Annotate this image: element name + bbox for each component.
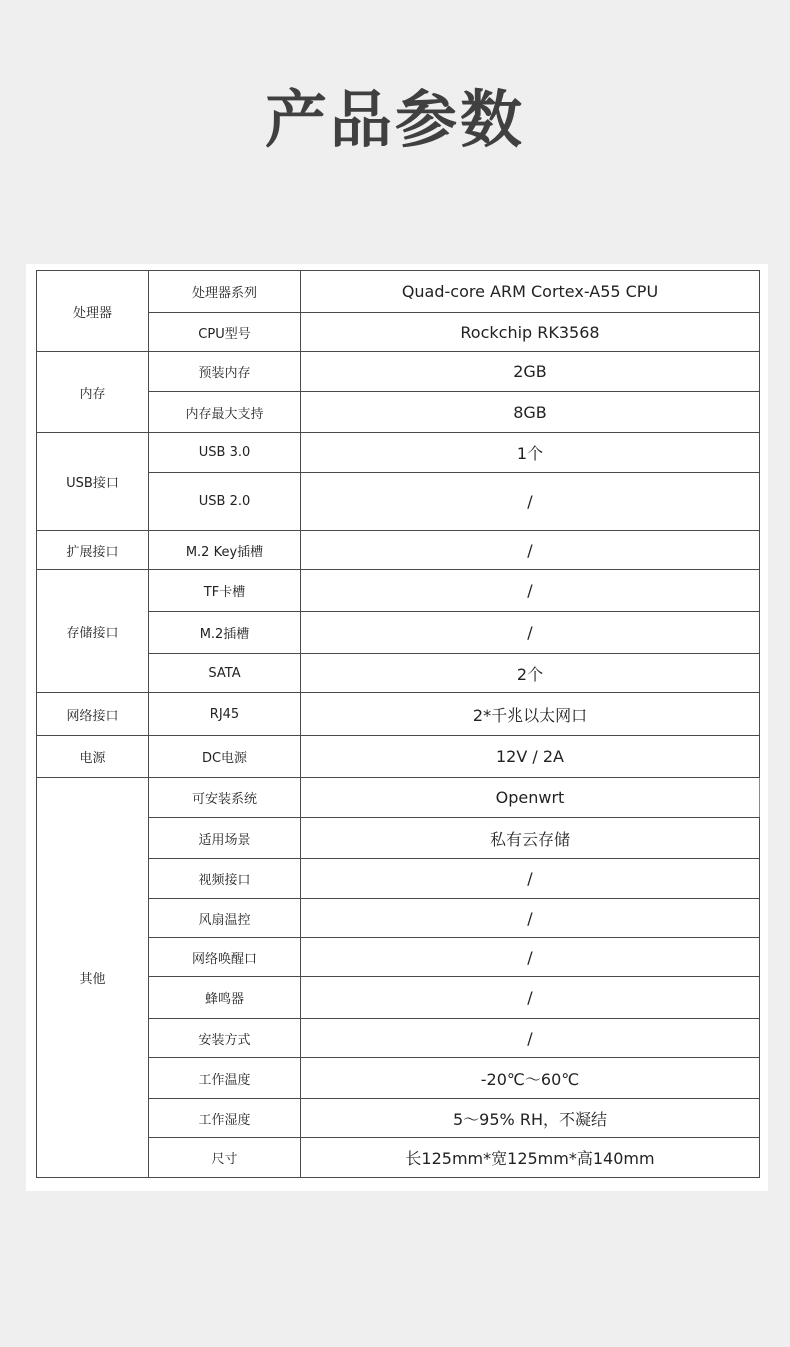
table-row — [37, 271, 760, 313]
item-scenario-label: 适用场景 — [149, 818, 301, 859]
item-operating-temp-label: 工作温度 — [149, 1058, 301, 1099]
item-size-value: 长125mm*宽125mm*高140mm — [301, 1138, 760, 1178]
item-usb3-label: USB 3.0 — [149, 433, 301, 473]
table-row — [37, 693, 760, 736]
item-cpu-series-value: Quad-core ARM Cortex-A55 CPU — [301, 271, 760, 313]
item-humidity-label: 工作湿度 — [149, 1099, 301, 1138]
item-size-label: 尺寸 — [149, 1138, 301, 1178]
item-preinstalled-memory-value: 2GB — [301, 352, 760, 392]
category-processor: 处理器 — [37, 271, 149, 352]
item-sata-label: SATA — [149, 654, 301, 693]
item-mount-label: 安装方式 — [149, 1019, 301, 1058]
item-wake-value: / — [301, 938, 760, 977]
item-video-label: 视频接口 — [149, 859, 301, 899]
item-tf-label: TF卡槽 — [149, 570, 301, 612]
item-buzzer-value: / — [301, 977, 760, 1019]
item-buzzer-label: 蜂鸣器 — [149, 977, 301, 1019]
item-sata-value: 2个 — [301, 654, 760, 693]
category-usb: USB接口 — [37, 433, 149, 531]
table-row — [37, 778, 760, 818]
item-mount-value: / — [301, 1019, 760, 1058]
item-usb2-label: USB 2.0 — [149, 473, 301, 531]
category-power: 电源 — [37, 736, 149, 778]
table-row — [37, 531, 760, 570]
item-m2-key-value: / — [301, 531, 760, 570]
item-operating-temp-value: -20℃～60℃ — [301, 1058, 760, 1099]
item-rj45-label: RJ45 — [149, 693, 301, 736]
item-max-memory-label: 内存最大支持 — [149, 392, 301, 433]
table-row — [37, 570, 760, 612]
table-row — [37, 736, 760, 778]
item-cpu-model-label: CPU型号 — [149, 313, 301, 352]
item-video-value: / — [301, 859, 760, 899]
item-cpu-model-value: Rockchip RK3568 — [301, 313, 760, 352]
table-row — [37, 433, 760, 473]
item-usb2-value: / — [301, 473, 760, 531]
item-m2-slot-label: M.2插槽 — [149, 612, 301, 654]
item-humidity-value: 5～95% RH，不凝结 — [301, 1099, 760, 1138]
category-memory: 内存 — [37, 352, 149, 433]
item-m2-slot-value: / — [301, 612, 760, 654]
category-network: 网络接口 — [37, 693, 149, 736]
item-preinstalled-memory-label: 预装内存 — [149, 352, 301, 392]
item-max-memory-value: 8GB — [301, 392, 760, 433]
spec-table — [36, 270, 760, 1178]
item-fan-label: 风扇温控 — [149, 899, 301, 938]
item-rj45-value: 2*千兆以太网口 — [301, 693, 760, 736]
item-usb3-value: 1个 — [301, 433, 760, 473]
page-title: 产品参数 — [264, 83, 525, 156]
item-dc-power-value: 12V / 2A — [301, 736, 760, 778]
item-fan-value: / — [301, 899, 760, 938]
table-row — [37, 352, 760, 392]
item-tf-value: / — [301, 570, 760, 612]
item-wake-label: 网络唤醒口 — [149, 938, 301, 977]
category-other: 其他 — [37, 778, 149, 1178]
item-dc-power-label: DC电源 — [149, 736, 301, 778]
spec-card — [26, 264, 768, 1191]
item-scenario-value: 私有云存储 — [301, 818, 760, 859]
category-storage: 存储接口 — [37, 570, 149, 693]
category-expansion: 扩展接口 — [37, 531, 149, 570]
item-os-value: Openwrt — [301, 778, 760, 818]
item-cpu-series-label: 处理器系列 — [149, 271, 301, 313]
item-m2-key-label: M.2 Key插槽 — [149, 531, 301, 570]
item-os-label: 可安装系统 — [149, 778, 301, 818]
